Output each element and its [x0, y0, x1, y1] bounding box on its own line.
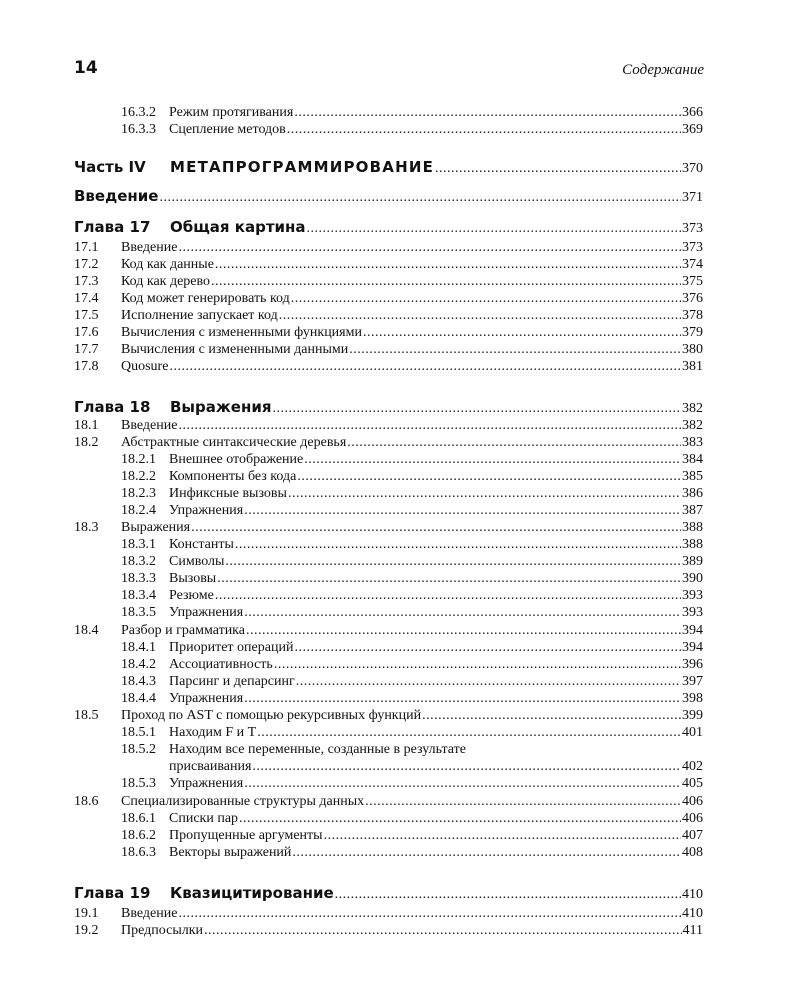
toc-title: Вызовы — [169, 571, 217, 586]
toc-number: Глава 19 — [74, 884, 151, 902]
toc-page: 405 — [682, 776, 703, 791]
toc-title: Проход по AST с помощью рекурсивных функций — [121, 708, 422, 723]
toc-entry[interactable] — [74, 274, 703, 290]
toc-entry[interactable] — [74, 469, 703, 485]
toc-number: 17.7 — [74, 342, 99, 357]
toc-entry[interactable] — [74, 418, 703, 434]
toc-entry[interactable] — [74, 520, 703, 536]
toc-title: Код как данные — [121, 257, 214, 272]
toc-title: Код может генерировать код — [121, 291, 290, 306]
toc-entry[interactable] — [74, 452, 703, 468]
toc-title: Упражнения — [169, 776, 244, 791]
toc-title: Исполнение запускает код — [121, 308, 278, 323]
dot-leader — [257, 725, 681, 741]
toc-title: Вычисления с измененными данными — [121, 342, 349, 357]
toc-entry[interactable] — [74, 503, 703, 519]
toc-number: 18.3.1 — [121, 537, 156, 552]
toc-page: 375 — [682, 274, 703, 289]
toc-title: Выражения — [170, 398, 272, 416]
toc-page: 384 — [682, 452, 703, 467]
toc-number: 18.2.4 — [121, 503, 156, 518]
dot-leader — [296, 674, 681, 690]
toc-number: 16.3.3 — [121, 122, 156, 137]
toc-title: МЕТАПРОГРАММИРОВАНИЕ — [170, 158, 435, 176]
toc-page: 393 — [682, 588, 703, 603]
toc-number: 19.1 — [74, 906, 99, 921]
running-title: Содержание — [622, 62, 704, 78]
toc-number: 18.5.2 — [121, 742, 156, 757]
page-number: 14 — [74, 58, 98, 78]
toc-page: 407 — [682, 828, 703, 843]
toc-page: 393 — [682, 605, 703, 620]
toc-page: 376 — [682, 291, 703, 306]
toc-title: Символы — [169, 554, 225, 569]
toc-number: 18.3 — [74, 520, 99, 535]
toc-page: 369 — [682, 122, 703, 137]
toc-title: Сцепление методов — [169, 122, 286, 137]
toc-entry[interactable] — [74, 257, 703, 273]
toc-entry[interactable] — [74, 122, 703, 138]
dot-leader — [211, 274, 681, 290]
dot-leader — [244, 691, 681, 707]
toc-page: 373 — [682, 221, 703, 236]
toc-number: Глава 18 — [74, 398, 151, 416]
toc-number: 16.3.2 — [121, 105, 156, 120]
dot-leader — [288, 486, 681, 502]
toc-number: 18.3.4 — [121, 588, 156, 603]
toc-entry[interactable] — [74, 105, 703, 121]
toc-number: 17.5 — [74, 308, 99, 323]
toc-entry[interactable] — [74, 537, 703, 553]
toc-entry[interactable] — [74, 398, 703, 417]
toc-page: 396 — [682, 657, 703, 672]
page-header — [74, 58, 704, 84]
toc-number: 18.4 — [74, 623, 99, 638]
toc-page: 402 — [682, 759, 703, 774]
toc-number: 17.8 — [74, 359, 99, 374]
toc-entry[interactable] — [74, 884, 703, 903]
toc-entry[interactable] — [74, 640, 703, 656]
dot-leader — [244, 503, 681, 519]
toc-entry[interactable] — [74, 325, 703, 341]
toc-number: 18.4.3 — [121, 674, 156, 689]
toc-page: 406 — [682, 811, 703, 826]
dot-leader — [287, 122, 681, 138]
dot-leader — [435, 161, 681, 177]
toc-entry[interactable] — [74, 359, 703, 375]
dot-leader — [204, 923, 682, 939]
toc-title: Находим F и T — [169, 725, 257, 740]
toc-title: Находим все переменные, созданные в результате — [169, 742, 466, 757]
toc-page: 398 — [682, 691, 703, 706]
toc-page: 373 — [682, 240, 703, 255]
toc-page: 383 — [682, 435, 703, 450]
toc-title: Квазицитирование — [170, 884, 334, 902]
toc-title: Упражнения — [169, 503, 244, 518]
dot-leader — [422, 708, 681, 724]
toc-page: 379 — [682, 325, 703, 340]
toc-entry[interactable] — [74, 794, 703, 810]
toc-page: 410 — [682, 906, 703, 921]
dot-leader — [239, 811, 681, 827]
toc-number: 18.3.3 — [121, 571, 156, 586]
toc-number: 18.1 — [74, 418, 99, 433]
dot-leader — [292, 845, 681, 861]
toc-number: 18.4.1 — [121, 640, 156, 655]
toc-title: Специализированные структуры данных — [121, 794, 365, 809]
toc-page: 386 — [682, 486, 703, 501]
toc-number: 18.2.1 — [121, 452, 156, 467]
toc-title: Компоненты без кода — [169, 469, 297, 484]
toc-title: Введение — [121, 906, 178, 921]
dot-leader — [274, 657, 681, 673]
toc-entry[interactable] — [74, 811, 703, 827]
dot-leader — [291, 291, 681, 307]
toc-page: 399 — [682, 708, 703, 723]
toc-title: Приоритет операций — [169, 640, 294, 655]
dot-leader — [307, 221, 681, 237]
toc-number: 17.4 — [74, 291, 99, 306]
toc-page: 382 — [682, 401, 703, 416]
toc-page: 374 — [682, 257, 703, 272]
dot-leader — [349, 342, 681, 358]
dot-leader — [363, 325, 681, 341]
toc-entry[interactable] — [74, 906, 703, 922]
dot-leader — [178, 240, 681, 256]
toc-title: Режим протягивания — [169, 105, 294, 120]
toc-number: 17.6 — [74, 325, 99, 340]
toc-number: 18.6 — [74, 794, 99, 809]
toc-page: 382 — [682, 418, 703, 433]
toc-page: 381 — [682, 359, 703, 374]
toc-entry[interactable] — [74, 845, 703, 861]
dot-leader — [279, 308, 681, 324]
toc-page: 406 — [682, 794, 703, 809]
toc-page: 388 — [682, 520, 703, 535]
dot-leader — [244, 776, 681, 792]
dot-leader — [235, 537, 681, 553]
dot-leader — [217, 571, 681, 587]
toc-number: 18.6.3 — [121, 845, 156, 860]
toc-title: Ассоциативность — [169, 657, 273, 672]
toc-title: Парсинг и депарсинг — [169, 674, 295, 689]
toc-title-continued: присваивания — [169, 759, 252, 774]
toc-title: Вычисления с измененными функциями — [121, 325, 362, 340]
toc-page: 387 — [682, 503, 703, 518]
toc-entry[interactable] — [74, 657, 703, 673]
toc-title: Списки пар — [169, 811, 239, 826]
dot-leader — [297, 469, 681, 485]
toc-entry[interactable] — [74, 605, 703, 621]
toc-title: Выражения — [121, 520, 191, 535]
toc-entry[interactable] — [74, 308, 703, 324]
toc-number: 17.1 — [74, 240, 99, 255]
toc-entry[interactable] — [74, 158, 703, 177]
toc-page: 380 — [682, 342, 703, 357]
toc-entry[interactable] — [74, 218, 703, 237]
toc-number: 18.6.2 — [121, 828, 156, 843]
toc-page: 394 — [682, 640, 703, 655]
dot-leader — [244, 605, 681, 621]
toc-number: 18.5 — [74, 708, 99, 723]
toc-title: Разбор и грамматика — [121, 623, 245, 638]
dot-leader — [252, 759, 681, 775]
toc-page: 371 — [682, 190, 703, 205]
dot-leader — [191, 520, 681, 536]
toc-entry[interactable] — [74, 486, 703, 502]
toc-title: Введение — [74, 187, 159, 205]
dot-leader — [294, 105, 681, 121]
toc-entry[interactable] — [74, 187, 703, 206]
toc-number: 18.3.5 — [121, 605, 156, 620]
toc-title: Абстрактные синтаксические деревья — [121, 435, 347, 450]
toc-entry[interactable] — [74, 291, 703, 307]
toc-title: Код как дерево — [121, 274, 211, 289]
toc-entry[interactable] — [74, 588, 703, 604]
dot-leader — [246, 623, 681, 639]
dot-leader — [294, 640, 681, 656]
toc-entry[interactable] — [74, 776, 703, 792]
dot-leader — [169, 359, 681, 375]
toc-title: Инфиксные вызовы — [169, 486, 287, 501]
toc-title: Упражнения — [169, 605, 244, 620]
dot-leader — [365, 794, 681, 810]
toc-entry[interactable] — [74, 623, 703, 639]
toc-title: Резюме — [169, 588, 214, 603]
toc-number: 18.6.1 — [121, 811, 156, 826]
toc-number: 18.5.3 — [121, 776, 156, 791]
dot-leader — [178, 906, 681, 922]
toc-page: 394 — [682, 623, 703, 638]
toc-entry[interactable] — [74, 554, 703, 570]
toc-number: 18.2.3 — [121, 486, 156, 501]
toc-entry[interactable] — [74, 828, 703, 844]
dot-leader — [225, 554, 681, 570]
toc-title: Введение — [121, 418, 178, 433]
dot-leader — [215, 257, 681, 273]
toc-number: 17.3 — [74, 274, 99, 289]
toc-number: 18.4.4 — [121, 691, 156, 706]
toc-title: Внешнее отображение — [169, 452, 304, 467]
dot-leader — [178, 418, 681, 434]
toc-page: 366 — [682, 105, 703, 120]
toc-page: 378 — [682, 308, 703, 323]
toc-entry[interactable] — [74, 923, 703, 939]
toc-page: 401 — [682, 725, 703, 740]
toc-entry[interactable] — [74, 435, 703, 451]
toc-entry[interactable] — [74, 342, 703, 358]
toc-page: 385 — [682, 469, 703, 484]
toc-entry[interactable] — [74, 725, 703, 741]
toc-page: 370 — [682, 161, 703, 176]
toc-title: Общая картина — [170, 218, 306, 236]
dot-leader — [304, 452, 681, 468]
toc-title: Векторы выражений — [169, 845, 292, 860]
toc-number: 18.2 — [74, 435, 99, 450]
toc-number: Глава 17 — [74, 218, 151, 236]
toc-entry[interactable] — [74, 674, 703, 690]
toc-page: 410 — [682, 887, 703, 902]
toc-title: Упражнения — [169, 691, 244, 706]
dot-leader — [347, 435, 681, 451]
dot-leader — [335, 887, 681, 903]
toc-title: Quosure — [121, 359, 169, 374]
toc-number: 18.4.2 — [121, 657, 156, 672]
toc-entry[interactable] — [74, 742, 703, 758]
toc-title: Пропущенные аргументы — [169, 828, 323, 843]
dot-leader — [215, 588, 681, 604]
toc-entry[interactable] — [74, 759, 703, 775]
toc-title: Введение — [121, 240, 178, 255]
toc-number: 18.5.1 — [121, 725, 156, 740]
toc-number: 17.2 — [74, 257, 99, 272]
toc-page: 389 — [682, 554, 703, 569]
dot-leader — [159, 190, 681, 206]
toc-page: 388 — [682, 537, 703, 552]
toc-number: 19.2 — [74, 923, 99, 938]
dot-leader — [324, 828, 681, 844]
toc-title: Константы — [169, 537, 234, 552]
toc-number: 18.3.2 — [121, 554, 156, 569]
toc-page: 411 — [682, 923, 703, 938]
toc-entry[interactable] — [74, 708, 703, 724]
toc-page: 390 — [682, 571, 703, 586]
toc-number: Часть IV — [74, 158, 146, 176]
toc-number: 18.2.2 — [121, 469, 156, 484]
toc-page: 397 — [682, 674, 703, 689]
toc-entry[interactable] — [74, 691, 703, 707]
dot-leader — [272, 401, 681, 417]
toc-entry[interactable] — [74, 571, 703, 587]
toc-page: 408 — [682, 845, 703, 860]
toc-title: Предпосылки — [121, 923, 204, 938]
toc-entry[interactable] — [74, 240, 703, 256]
